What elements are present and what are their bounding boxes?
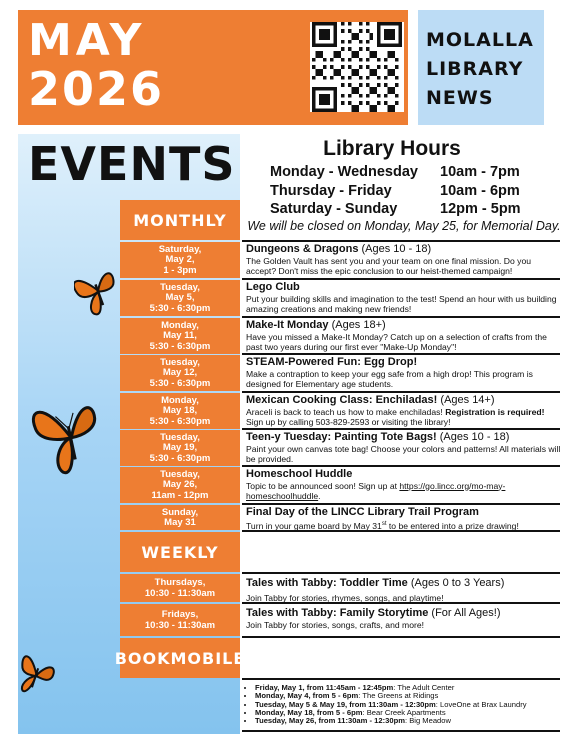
description-text: to be entered into a prize drawing! [386, 520, 519, 531]
event-entry [246, 394, 562, 427]
date-line: May 5, [165, 292, 195, 304]
divider [242, 503, 560, 505]
event-date-tab [120, 604, 240, 636]
date-line: Tuesday, [160, 431, 200, 443]
stop-location: : The Adult Center [393, 683, 455, 692]
divider [242, 316, 560, 318]
library-hours-title: Library Hours [323, 137, 461, 160]
date-line: May 11, [163, 330, 197, 342]
event-entry [246, 319, 562, 352]
description-text: Sign up by calling 503-829-2593 or visiting the library! [246, 416, 451, 427]
section-weekly: WEEKLY [120, 532, 240, 572]
event-description [246, 519, 562, 531]
event-age-range: (Ages 10 - 18) [436, 431, 510, 443]
date-line: Tuesday, [160, 356, 200, 368]
hours-days: Saturday - Sunday [270, 201, 398, 217]
event-description [246, 481, 562, 501]
date-line: 1 - 3pm [163, 264, 197, 276]
hours-time: 10am - 6pm [440, 183, 520, 199]
date-line: May 12, [162, 367, 198, 379]
event-description: Make a contraption to keep your egg safe from a high drop! This program is designed for Elementary age students. [246, 368, 533, 389]
event-description [246, 407, 562, 427]
qr-code-icon[interactable] [310, 22, 404, 112]
registration-required: Registration is required! [445, 406, 545, 417]
event-date-tab [120, 355, 240, 391]
event-date-tab [120, 242, 240, 278]
divider [242, 240, 560, 242]
event-title: Teen-y Tuesday: Painting Tote Bags! [246, 431, 437, 443]
holiday-closure-note: We will be closed on Monday, May 25, for Memorial Day. [247, 219, 561, 233]
newsletter-name-line: LIBRARY [426, 58, 524, 80]
date-line: May 19, [162, 442, 198, 454]
event-title: Lego Club [246, 281, 300, 293]
stop-time: Tuesday, May 26, from 11:30am - 12:30pm [255, 716, 405, 726]
hours-time: 10am - 7pm [440, 164, 520, 180]
event-entry [246, 356, 562, 389]
month-title: MAY [28, 15, 146, 66]
date-line: Tuesday, [160, 468, 200, 480]
event-title: Final Day of the LINCC Library Trail Program [246, 506, 479, 518]
date-line: May 26, [162, 479, 198, 491]
date-line: Sunday, [161, 506, 199, 518]
year-title: 2026 [28, 62, 165, 116]
date-line: Tuesday, [160, 281, 200, 293]
event-description: Paint your own canvas tote bag! Choose your colors and patterns! All materials will be provided. [246, 443, 561, 464]
event-title: Tales with Tabby: Family Storytime [246, 607, 429, 619]
date-line: 5:30 - 6:30pm [149, 377, 211, 389]
event-age-range: (Ages 18+) [328, 319, 386, 331]
divider [242, 678, 560, 680]
date-line: 5:30 - 6:30pm [149, 415, 211, 427]
signup-link[interactable]: https://go.lincc.org/mo-may-homeschoolhuddle [246, 480, 506, 501]
hours-days: Thursday - Friday [270, 183, 392, 199]
event-entry [246, 243, 562, 276]
date-line: 11am - 12pm [151, 489, 209, 501]
divider [242, 391, 560, 393]
stop-location: : Big Meadow [404, 716, 451, 726]
ordinal-suffix: st [381, 520, 387, 527]
stop-location: : The Greens at Ridings [358, 691, 439, 701]
date-line: May 31 [164, 517, 196, 528]
hours-days: Monday - Wednesday [270, 164, 418, 180]
divider [242, 278, 560, 280]
section-monthly: MONTHLY [120, 200, 240, 240]
event-title: Mexican Cooking Class: Enchiladas! [246, 394, 438, 406]
date-line: Saturday, [158, 243, 202, 255]
event-entry [246, 607, 562, 630]
event-entry [246, 468, 562, 501]
event-age-range: (Ages 10 - 18) [358, 243, 432, 255]
bookmobile-stop [255, 717, 562, 725]
event-title: Tales with Tabby: Toddler Time [246, 577, 408, 589]
stop-time: Monday, May 18, from 5 - 6pm [255, 707, 363, 717]
event-description: Join Tabby for stories, rhymes, songs, and playtime! [246, 592, 444, 603]
event-title: Make-It Monday [246, 319, 329, 331]
date-line: Fridays, [161, 609, 199, 620]
newsletter-name-line: NEWS [426, 87, 494, 109]
event-date-tab [120, 467, 240, 503]
divider [242, 730, 560, 732]
stop-time: Monday, May 4, from 5 - 6pm [255, 691, 359, 701]
date-line: Monday, [161, 319, 199, 331]
newsletter-name-panel [418, 10, 544, 125]
stop-time: Friday, May 1, from 11:45am - 12:45pm [255, 683, 394, 692]
stop-location: : Bear Creek Apartments [362, 707, 446, 717]
event-date-tab [120, 574, 240, 602]
hours-time: 12pm - 5pm [440, 201, 521, 217]
events-title: EVENTS [28, 137, 236, 191]
divider [242, 636, 560, 638]
stop-location: : LoveOne at Brax Laundry [435, 699, 527, 709]
event-date-tab [120, 318, 240, 354]
event-title: STEAM-Powered Fun: Egg Drop! [246, 356, 418, 368]
event-entry [246, 281, 562, 314]
date-line: 5:30 - 6:30pm [149, 340, 211, 352]
butterfly-icon [30, 392, 110, 482]
event-date-tab [120, 430, 240, 466]
date-line: 5:30 - 6:30pm [149, 452, 211, 464]
divider [242, 428, 560, 430]
divider [242, 465, 560, 467]
event-date-tab [120, 505, 240, 530]
event-description: The Golden Vault has sent you and your team on one final mission. Do you accept? Don't miss the epic conclusion to our heist-themed campaign! [246, 255, 532, 276]
newsletter-name-line: MOLALLA [426, 29, 534, 51]
event-title: Homeschool Huddle [246, 468, 353, 480]
event-age-range: (For All Ages!) [428, 607, 501, 619]
section-bookmobile: BOOKMOBILE [120, 638, 240, 678]
divider [242, 353, 560, 355]
date-line: 10:30 - 11:30am [144, 587, 216, 599]
date-line: 5:30 - 6:30pm [149, 302, 211, 314]
event-description: Put your building skills and imagination to the test! Spend an hour with us building amazing creations and making new friends! [246, 293, 557, 314]
date-line: 10:30 - 11:30am [144, 619, 216, 631]
description-text: Araceli is back to teach us how to make enchiladas! [246, 406, 446, 417]
event-age-range: (Ages 0 to 3 Years) [407, 577, 505, 589]
event-title: Dungeons & Dragons [246, 243, 359, 255]
event-date-tab [120, 393, 240, 429]
bookmobile-schedule [246, 684, 562, 725]
event-description: Have you missed a Make-It Monday? Catch up on a selection of crafts from the past two years during our first ever "Make-Up Monday"! [246, 331, 547, 352]
description-text: Turn in your game board by May 31 [246, 520, 382, 531]
event-age-range: (Ages 14+) [437, 394, 495, 406]
description-text: Topic to be announced soon! Sign up at [246, 480, 400, 491]
butterfly-icon [16, 650, 56, 700]
divider [242, 572, 560, 574]
butterfly-icon [74, 262, 122, 322]
date-line: May 18, [162, 405, 198, 417]
date-line: Monday, [161, 394, 199, 406]
event-date-tab [120, 280, 240, 316]
event-entry [246, 506, 562, 530]
event-entry [246, 431, 562, 464]
event-entry [246, 577, 562, 603]
description-text: . [318, 490, 321, 501]
stop-time: Tuesday, May 5 & May 19, from 11:30am - 12:30pm [255, 699, 436, 709]
date-line: May 2, [165, 254, 195, 266]
event-description: Join Tabby for stories, songs, crafts, and more! [246, 619, 425, 630]
date-line: Thursdays, [154, 577, 206, 588]
